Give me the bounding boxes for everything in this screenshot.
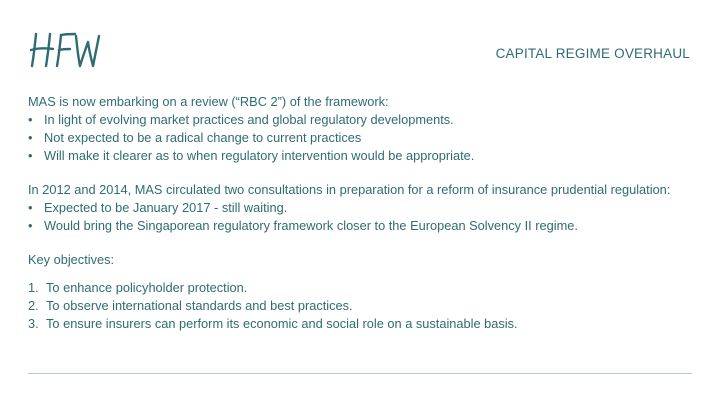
item-number: 1. <box>28 280 39 295</box>
page-title: CAPITAL REGIME OVERHAUL <box>495 46 690 61</box>
hfw-logo-mark <box>28 28 102 72</box>
list-item: • In light of evolving market practices and global regulatory developments. <box>28 112 454 127</box>
list-item: • Expected to be January 2017 - still waiting. <box>28 200 288 215</box>
footer-divider <box>28 373 692 374</box>
list-item: • Will make it clearer as to when regulatory intervention would be appropriate. <box>28 148 475 163</box>
list-item: 1. To enhance policyholder protection. <box>28 280 248 295</box>
section1-bullets <box>28 111 698 165</box>
slide-body <box>28 93 698 333</box>
bullet-icon: • <box>28 148 33 163</box>
bullet-icon: • <box>28 200 33 215</box>
section3-lead: Key objectives: <box>28 252 115 267</box>
bullet-icon: • <box>28 112 33 127</box>
section1-lead: MAS is now embarking on a review (“RBC 2”) of the framework: <box>28 94 389 109</box>
list-item: • Not expected to be a radical change to current practices <box>28 130 362 145</box>
section2-bullets <box>28 199 698 235</box>
objectives-list <box>28 279 698 333</box>
list-item: • Would bring the Singaporean regulatory framework closer to the European Solvency II regime. <box>28 218 578 233</box>
bullet-icon: • <box>28 218 33 233</box>
bullet-icon: • <box>28 130 33 145</box>
hfw-logo <box>28 28 102 72</box>
list-item: 3. To ensure insurers can perform its economic and social role on a sustainable basis. <box>28 316 518 331</box>
item-number: 3. <box>28 316 39 331</box>
section2-lead: In 2012 and 2014, MAS circulated two consultations in preparation for a reform of insurance prudential regulation: <box>28 182 671 197</box>
item-number: 2. <box>28 298 39 313</box>
list-item: 2. To observe international standards and best practices. <box>28 298 353 313</box>
